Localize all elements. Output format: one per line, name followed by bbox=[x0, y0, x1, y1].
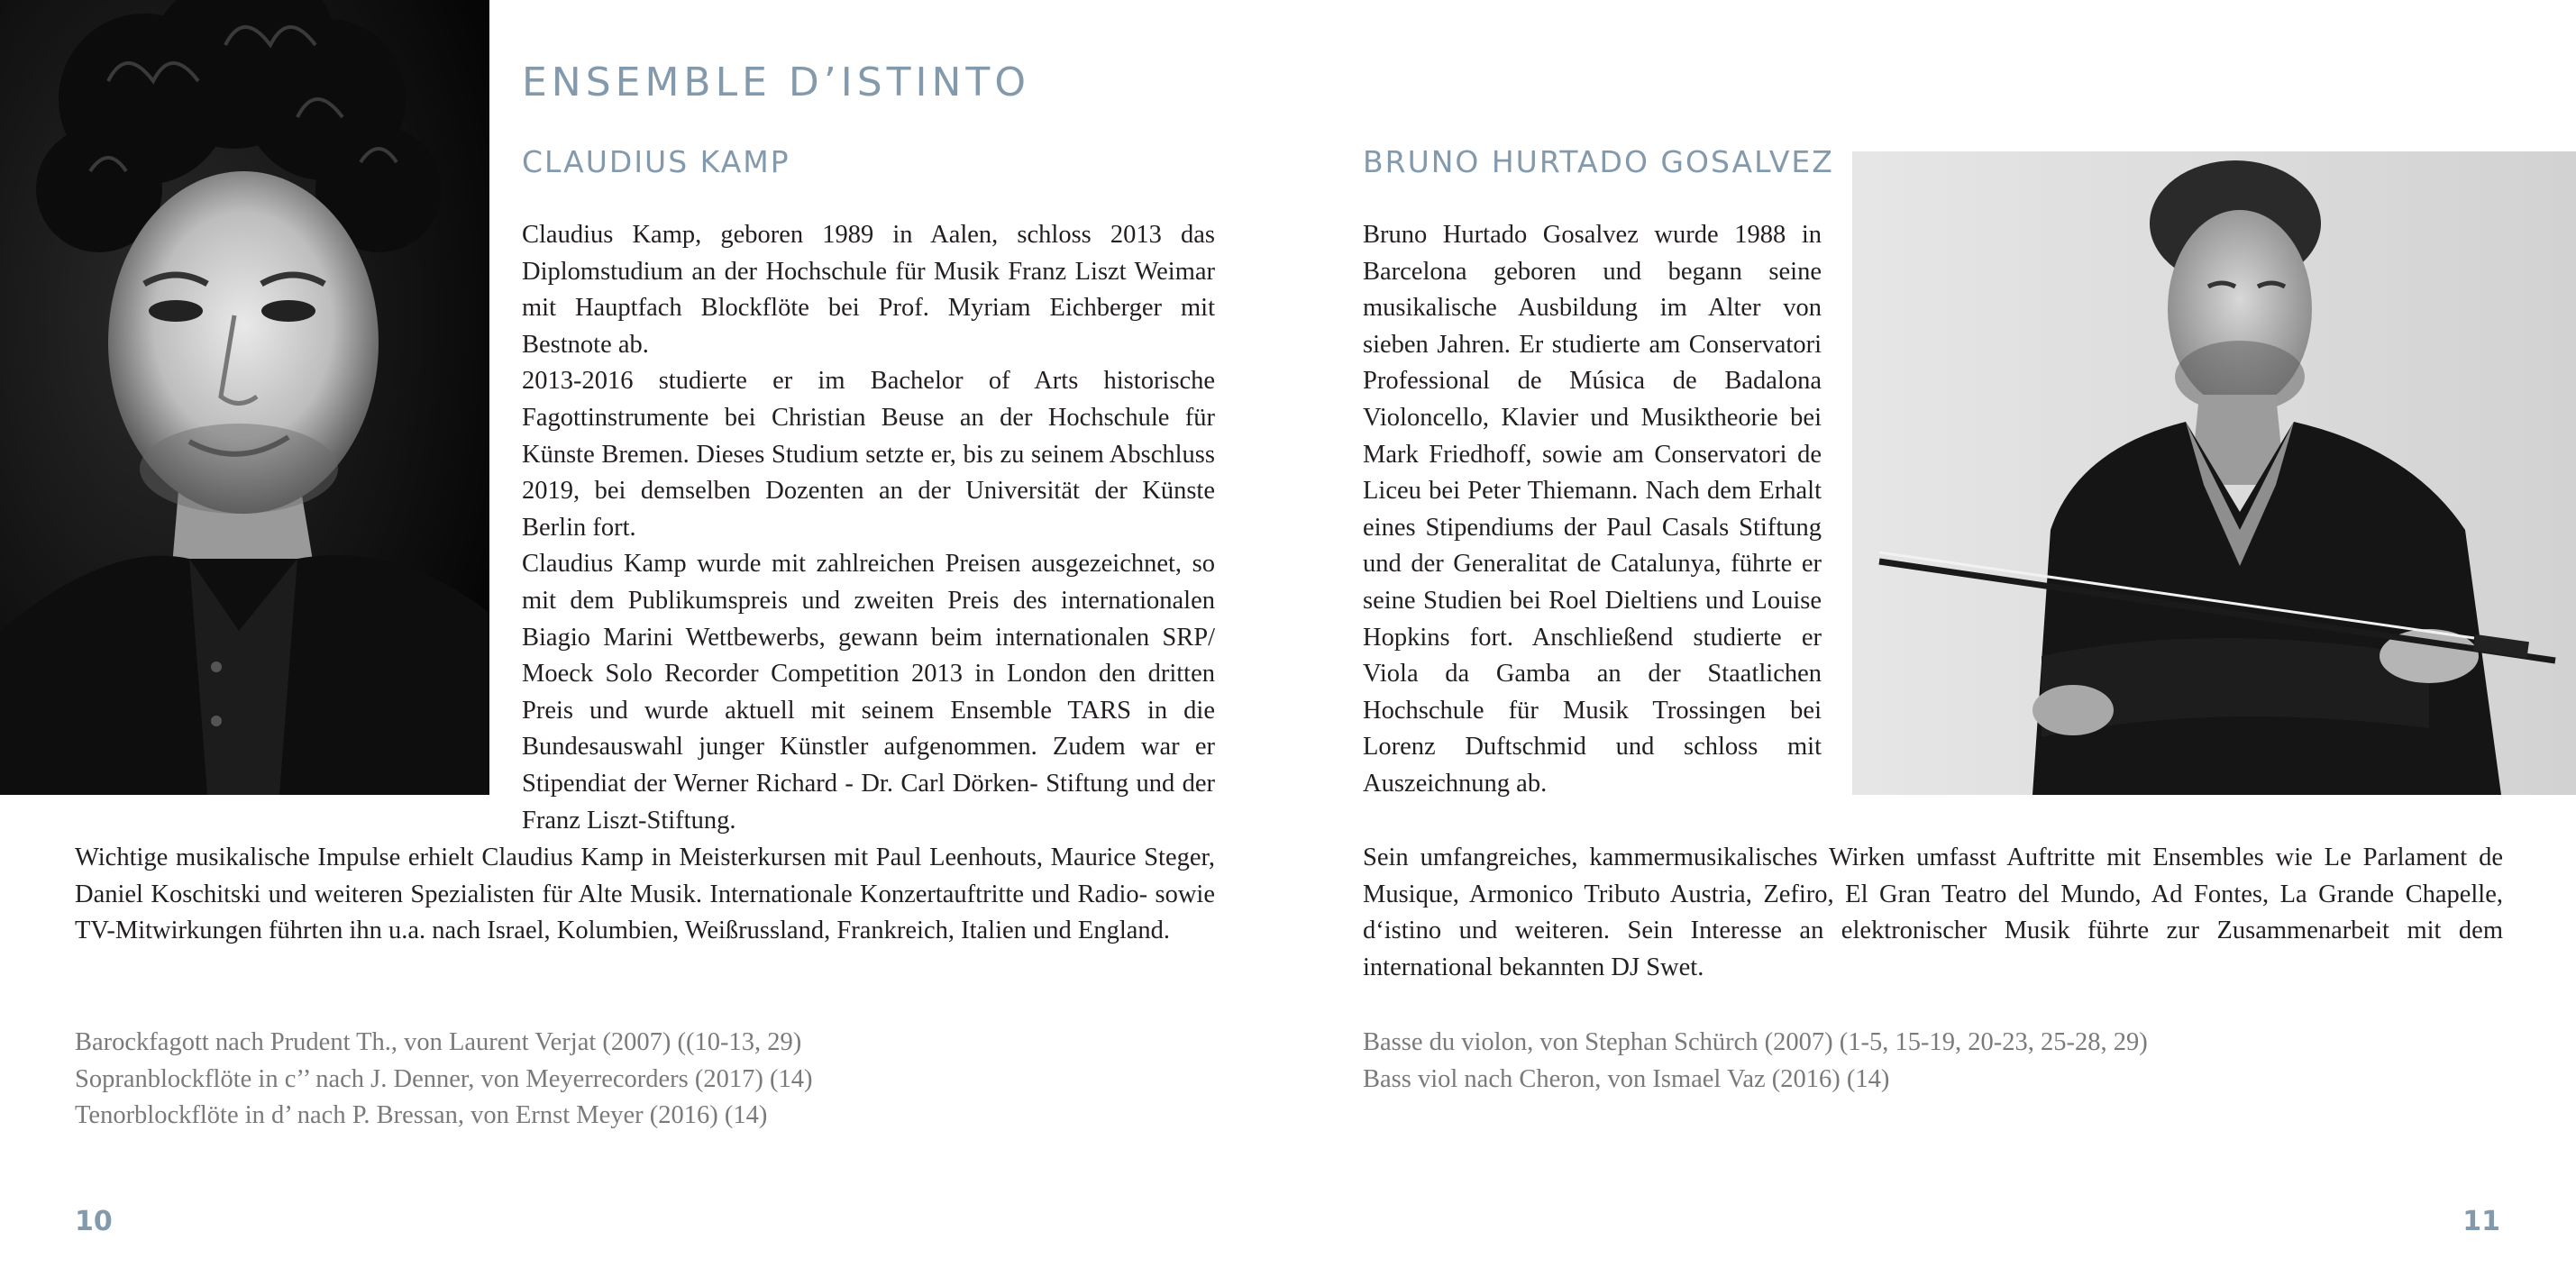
biography-right bbox=[1363, 217, 1822, 803]
biography-left bbox=[522, 217, 1215, 839]
instrument-item: Barockfagott nach Prudent Th., von Laurent Verjat (2007) ((10-13, 29) bbox=[75, 1028, 802, 1056]
musician-name-left: CLAUDIUS KAMP bbox=[522, 144, 790, 179]
musician-name-right: BRUNO HURTADO GOSALVEZ bbox=[1363, 144, 1834, 179]
instrument-item: Tenorblockflöte in d’ nach P. Bressan, von Ernst Meyer (2016) (14) bbox=[75, 1101, 768, 1130]
biography-paragraph: Sein umfangreiches, kammermusikalisches Wirken umfasst Auftritte mit Ensembles wie Le Parlament de Musique, Armonico Tributo Austria, Zefiro, El Gran Teatro del Mundo, Ad Fontes, La Grande Chapelle, d‘istino und weiteren. Sein Interesse an elektronischer Musik führte zur Zusammenarbeit mit dem international bekannten DJ Swet. bbox=[1363, 844, 2503, 981]
page-number-right: 11 bbox=[2462, 1206, 2500, 1237]
biography-paragraph: Wichtige musikalische Impulse erhielt Claudius Kamp in Meisterkursen mit Paul Leenhouts, Maurice Steger, Daniel Koschitski und weiteren Spezialisten für Alte Musik. Internationale Konzertauftritte und Radio- sowie TV-Mitwirkungen führten ihn u.a. nach Israel, Kolumbien, Weißrussland, Frankreich, Italien und England. bbox=[75, 844, 1215, 945]
ensemble-title: ENSEMBLE D’ISTINTO bbox=[522, 59, 1030, 105]
page-number-left: 10 bbox=[75, 1206, 113, 1237]
biography-paragraph: Claudius Kamp wurde mit zahlreichen Preisen ausgezeichnet, so mit dem Publikumspreis und zweiten Preis des internationalen Biagio Marini Wettbewerbs, gewann beim internationalen SRP/ Moeck Solo Recorder Competition 2013 in London den dritten Preis und wurde aktuell mit seinem Ensemble TARS in die Bundesauswahl junger Künstler aufgenommen. Zudem war er Stipendiat der Werner Richard - Dr. Carl Dörken- Stiftung und der Franz Liszt-Stiftung. bbox=[522, 550, 1215, 835]
instrument-item: Bass viol nach Cheron, von Ismael Vaz (2016) (14) bbox=[1363, 1064, 1890, 1093]
biography-paragraph: Bruno Hurtado Gosalvez wurde 1988 in Barcelona geboren und begann seine musikalische Ausbildung im Alter von sieben Jahren. Er studierte am Conservatori Professional de Música de Badalona Violoncello, Klavier und Musiktheorie bei Mark Friedhoff, sowie am Conservatori de Liceu bei Peter Thiemann. Nach dem Erhalt eines Stipendiums der Paul Casals Stiftung und der Generalitat de Catalunya, führte er seine Studien bei Roel Dieltiens und Louise Hopkins fort. Anschließend studierte er Viola da Gamba an der Staatlichen Hochschule für Musik Trossingen bei Lorenz Duftschmid und schloss mit Auszeichnung ab. bbox=[1363, 221, 1822, 798]
instrument-list-left bbox=[75, 1025, 812, 1135]
biography-paragraph: Claudius Kamp, geboren 1989 in Aalen, schloss 2013 das Diplomstudium an der Hochschule für Musik Franz Liszt Weimar mit Hauptfach Blockflöte bei Prof. Myriam Eichberger mit Bestnote ab. bbox=[522, 221, 1215, 359]
portrait-photo-bruno-hurtado-gosalvez bbox=[1852, 151, 2576, 795]
biography-left-continued bbox=[75, 840, 1215, 950]
instrument-item: Sopranblockflöte in c’’ nach J. Denner, von Meyerrecorders (2017) (14) bbox=[75, 1064, 813, 1093]
portrait-photo-claudius-kamp bbox=[0, 0, 489, 795]
biography-paragraph: 2013-2016 studierte er im Bachelor of Arts historische Fagottinstrumente bei Christian Beuse an der Hochschule für Künste Bremen. Dieses Studium setzte er, bis zu seinem Abschluss 2019, bei demselben Dozenten an der Universität der Künste Berlin fort. bbox=[522, 367, 1215, 542]
instrument-list-right bbox=[1363, 1025, 2148, 1098]
biography-right-continued bbox=[1363, 840, 2503, 986]
instrument-item: Basse du violon, von Stephan Schürch (2007) (1-5, 15-19, 20-23, 25-28, 29) bbox=[1363, 1028, 2148, 1056]
